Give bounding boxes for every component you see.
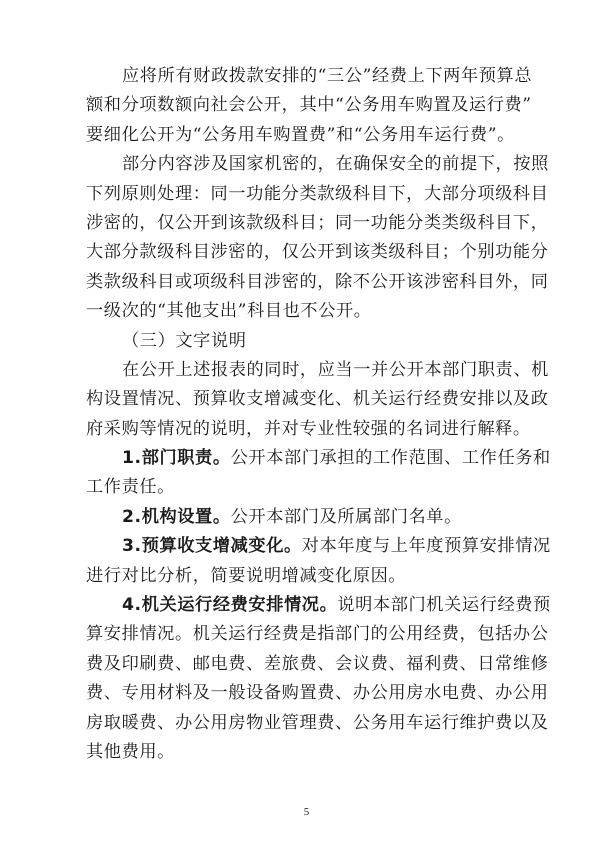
paragraph-three-public-expenses — [86, 62, 536, 150]
text-line: 类款级科目或项级科目涉密的，除不公开该涉密科目外，同 — [86, 271, 549, 292]
text-line: 工作责任。 — [86, 477, 175, 498]
text-line: 费及印刷费、邮电费、差旅费、会议费、福利费、日常维修 — [86, 653, 549, 674]
item-text: 说明本部门机关运行经费预 — [337, 595, 551, 616]
item-lead: 4.机关运行经费安排情况。 — [122, 595, 338, 616]
text-line: 进行对比分析，简要说明增减变化原因。 — [86, 565, 407, 586]
text-line: 额和分项数额向社会公开，其中“公务用车购置及运行费” — [86, 95, 532, 116]
section-heading: （三）文字说明 — [122, 330, 247, 351]
text-line: 其他费用。 — [86, 741, 175, 762]
paragraph-text-explanation — [86, 356, 549, 444]
text-line: 涉密的，仅公开到该款级科目；同一功能分类类级科目下， — [86, 212, 549, 233]
item-text: 对本年度与上年度预算安排情况 — [301, 536, 551, 557]
text-line — [86, 503, 536, 532]
item-lead: 1.部门职责。 — [122, 448, 231, 469]
text-line: 算安排情况。机关运行经费是指部门的公用经费，包括办公 — [86, 624, 549, 645]
text-line: 一级次的“其他支出”科目也不公开。 — [86, 301, 372, 322]
text-line — [86, 444, 551, 473]
text-line: 下列原则处理：同一功能分类款级科目下，大部分项级科目 — [86, 183, 549, 204]
item-lead: 3.预算收支增减变化。 — [122, 536, 302, 557]
text-line: 房取暖费、办公用房物业管理费、公务用车运行维护费以及 — [86, 712, 549, 733]
text-line: 大部分款级科目涉密的，仅公开到该类级科目；个别功能分 — [86, 242, 549, 263]
item-organization-setup — [86, 503, 536, 532]
text-line: 府采购等情况的说明，并对专业性较强的名词进行解释。 — [86, 418, 531, 439]
page-number: 5 — [303, 806, 310, 818]
item-lead: 2.机构设置。 — [122, 506, 231, 527]
item-text: 公开本部门承担的工作范围、工作任务和 — [230, 448, 551, 469]
document-body — [86, 62, 551, 767]
text-line — [86, 591, 551, 620]
text-line: 构设置情况、预算收支增减变化、机关运行经费安排以及政 — [86, 389, 549, 410]
item-text: 公开本部门及所属部门名单。 — [230, 506, 462, 527]
text-line: 应将所有财政拨款安排的“三公”经费上下两年预算总 — [122, 66, 533, 86]
text-line: 要细化公开为“公务用车购置费”和“公务用车运行费”。 — [86, 124, 515, 145]
text-line: 在公开上述报表的同时，应当一并公开本部门职责、机 — [122, 359, 549, 380]
item-department-duties — [86, 444, 551, 503]
text-line — [86, 532, 551, 561]
text-line: 部分内容涉及国家机密的，在确保安全的前提下，按照 — [122, 154, 549, 175]
item-operating-expenses — [86, 591, 551, 767]
paragraph-classified-content — [86, 150, 549, 326]
text-line: 费、专用材料及一般设备购置费、办公用房水电费、办公用 — [86, 683, 549, 704]
item-budget-changes — [86, 532, 551, 591]
